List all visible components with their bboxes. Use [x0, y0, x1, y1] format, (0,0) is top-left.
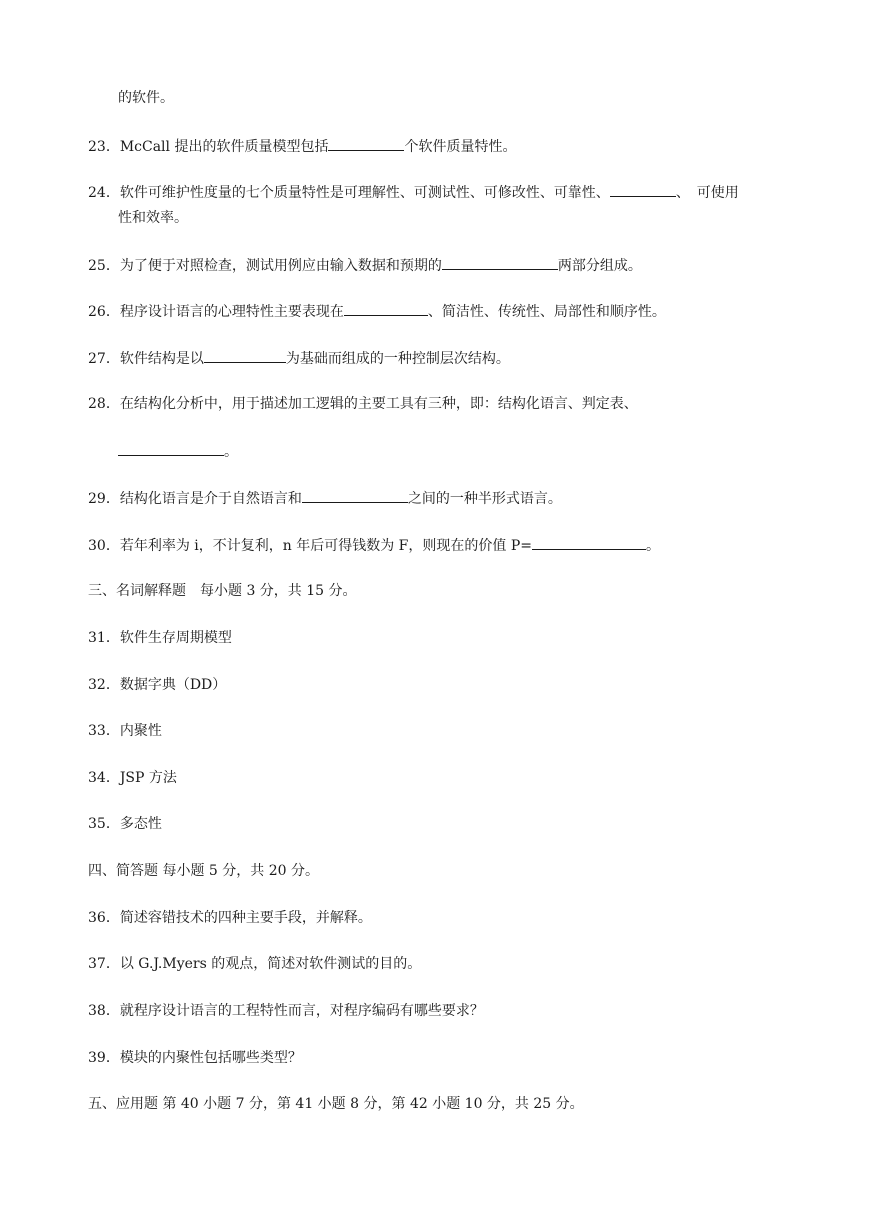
section-heading-text: 四、简答题 每小题 5 分，共 20 分。 [88, 863, 319, 879]
question-32 [88, 675, 797, 695]
question-26 [88, 301, 797, 322]
question-text: 38．就程序设计语言的工程特性而言，对程序编码有哪些要求？ [88, 1003, 484, 1019]
question-27 [88, 348, 797, 369]
question-text: 性和效率。 [118, 210, 188, 226]
section-heading-5 [88, 1094, 797, 1114]
question-text: 32．数据字典（DD） [88, 677, 227, 693]
question-text: 29．结构化语言是介于自然语言和 [88, 491, 302, 507]
section-heading-text: 三、名词解释题 每小题 3 分，共 15 分。 [88, 583, 357, 599]
question-28 [88, 394, 797, 414]
section-heading-4 [88, 861, 797, 881]
question-37 [88, 954, 797, 974]
question-28-continuation [118, 441, 797, 462]
question-text: 27．软件结构是以 [88, 351, 204, 367]
question-text: 个软件质量特性。 [404, 139, 517, 155]
question-text: 30．若年利率为 i，不计复利，n 年后可得钱数为 F，则现在的价值 P= [88, 538, 532, 554]
question-text: 35．多态性 [88, 816, 162, 832]
question-34 [88, 768, 797, 788]
question-39 [88, 1048, 797, 1068]
question-text: 31．软件生存周期模型 [88, 630, 232, 646]
question-38 [88, 1001, 797, 1021]
question-25 [88, 255, 797, 276]
question-30 [88, 535, 797, 556]
question-text: 37．以 G.J.Myers 的观点，简述对软件测试的目的。 [88, 956, 422, 972]
question-text: 25．为了便于对照检查，测试用例应由输入数据和预期的 [88, 258, 442, 274]
question-text: 。 [645, 538, 660, 554]
section-heading-text: 五、应用题 第 40 小题 7 分，第 41 小题 8 分，第 42 小题 10 分，共 25 分。 [88, 1096, 584, 1112]
question-text: 34．JSP 方法 [88, 770, 177, 786]
answer-blank [328, 136, 404, 151]
question-23 [88, 136, 797, 157]
question-text: 26．程序设计语言的心理特性主要表现在 [88, 304, 344, 320]
question-35 [88, 814, 797, 834]
question-text: 。 [224, 444, 238, 460]
answer-blank [442, 255, 558, 270]
question-31 [88, 628, 797, 648]
question-text: 、 可使用 [675, 185, 739, 201]
question-text: 、简洁性、传统性、局部性和顺序性。 [427, 304, 666, 320]
question-text: 之间的一种半形式语言。 [407, 491, 562, 507]
question-33 [88, 721, 797, 741]
answer-blank [610, 182, 676, 197]
answer-blank [344, 301, 428, 316]
answer-blank [118, 441, 224, 456]
text: 的软件。 [118, 90, 174, 106]
question-text: 23．McCall 提出的软件质量模型包括 [88, 139, 329, 155]
question-24-continuation [118, 208, 797, 228]
question-text: 28．在结构化分析中，用于描述加工逻辑的主要工具有三种，即：结构化语言、判定表、 [88, 396, 638, 412]
question-text: 24．软件可维护性度量的七个质量特性是可理解性、可测试性、可修改性、可靠性、 [88, 185, 610, 201]
section-heading-3 [88, 581, 797, 601]
question-24 [88, 182, 797, 203]
question-29 [88, 488, 797, 509]
answer-blank [204, 348, 286, 363]
question-text: 36．简述容错技术的四种主要手段，并解释。 [88, 910, 372, 926]
question-text: 两部分组成。 [557, 258, 642, 274]
continuation-line [118, 88, 797, 108]
question-text: 33．内聚性 [88, 723, 162, 739]
answer-blank [302, 488, 408, 503]
question-36 [88, 908, 797, 928]
question-text: 39．模块的内聚性包括哪些类型？ [88, 1050, 302, 1066]
question-text: 为基础而组成的一种控制层次结构。 [285, 351, 510, 367]
answer-blank [532, 535, 646, 550]
